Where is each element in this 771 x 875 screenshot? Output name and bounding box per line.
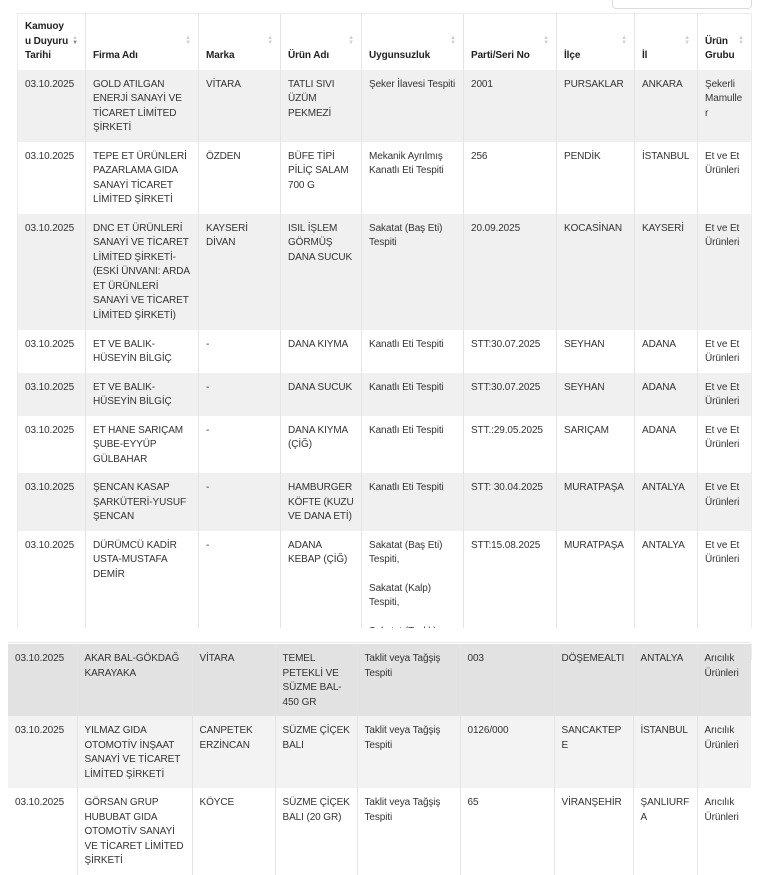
table-row — [18, 416, 752, 474]
cell-parti: 20.09.2025 — [464, 214, 557, 330]
cell-parti: STT.:29.05.2025 — [464, 416, 557, 474]
cell-ilce: DÖŞEMEALTI — [554, 644, 633, 716]
table-row — [18, 214, 752, 330]
col-header-firma[interactable]: Firma Adı ▲ ▼ — [86, 14, 199, 70]
cell-il: ANTALYA — [633, 644, 697, 716]
cell-tarih: 03.10.2025 — [8, 716, 77, 788]
cell-parti: STT:15.08.2025 — [464, 531, 557, 660]
cell-marka: KAYSERİ DİVAN — [199, 214, 281, 330]
cell-tarih: 03.10.2025 — [18, 142, 86, 214]
recall-table-continued — [8, 644, 751, 875]
cell-tarih: 03.10.2025 — [18, 531, 86, 660]
cell-parti: STT: 30.04.2025 — [464, 473, 557, 531]
table-row — [18, 473, 752, 531]
cell-firma: GOLD ATILGAN ENERJİ SANAYİ VE TİCARET LİMİTED ŞİRKETİ — [86, 70, 199, 142]
cell-urun: ISIL İŞLEM GÖRMÜŞ DANA SUCUK — [281, 214, 362, 330]
cell-uygunsuzluk: Taklit veya Tağşiş Tespiti — [357, 788, 460, 875]
cell-il: KAYSERİ — [635, 214, 698, 330]
cell-grup: Et ve Et Ürünleri — [698, 531, 752, 660]
cell-parti: 2001 — [464, 70, 557, 142]
cell-firma: ŞENCAN KASAP ŞARKÜTERİ-YUSUF ŞENCAN — [86, 473, 199, 531]
cell-tarih: 03.10.2025 — [18, 330, 86, 373]
cell-marka: ÖZDEN — [199, 142, 281, 214]
cell-marka: KÖYCE — [192, 788, 275, 875]
cell-urun: SÜZME ÇİÇEK BALI — [275, 716, 357, 788]
cell-il: ANTALYA — [635, 531, 698, 660]
cell-tarih: 03.10.2025 — [18, 416, 86, 474]
cell-il: ADANA — [635, 416, 698, 474]
cell-ilce: PENDİK — [557, 142, 635, 214]
cell-marka: - — [199, 531, 281, 660]
cell-grup: Et ve Et Ürünleri — [698, 373, 752, 416]
cell-marka: - — [199, 473, 281, 531]
sort-updown-icon[interactable]: ▲ ▼ — [738, 35, 744, 46]
table-row — [18, 373, 752, 416]
cell-firma: ET HANE SARIÇAM ŞUBE-EYYÜP GÜLBAHAR — [86, 416, 199, 474]
search-input[interactable] — [612, 0, 752, 9]
cell-tarih: 03.10.2025 — [18, 373, 86, 416]
cell-uygunsuzluk — [362, 373, 464, 416]
cell-firma: TEPE ET ÜRÜNLERİ PAZARLAMA GIDA SANAYİ TİCARET LİMİTED ŞİRKETİ — [86, 142, 199, 214]
cell-parti: STT:30.07.2025 — [464, 330, 557, 373]
cell-line: Mekanik Ayrılmış Kanatlı Eti Tespiti — [369, 150, 444, 176]
cell-marka: - — [199, 373, 281, 416]
cell-il: ADANA — [635, 373, 698, 416]
cell-uygunsuzluk — [362, 330, 464, 373]
cell-urun: TATLI SIVI ÜZÜM PEKMEZİ — [281, 70, 362, 142]
table-row — [18, 70, 752, 142]
col-header-il[interactable]: İl ▲ ▼ — [635, 14, 698, 70]
col-header-parti[interactable]: Parti/Seri No ▲ ▼ — [464, 14, 557, 70]
cell-urun: HAMBURGER KÖFTE (KUZU VE DANA ETİ) — [281, 473, 362, 531]
cell-grup: Et ve Et Ürünleri — [698, 214, 752, 330]
cell-ilce: SEYHAN — [557, 373, 635, 416]
cell-urun: DANA SUCUK — [281, 373, 362, 416]
col-header-ilce[interactable]: İlçe ▲ ▼ — [557, 14, 635, 70]
cell-ilce: MURATPAŞA — [557, 531, 635, 660]
cell-il: İSTANBUL — [635, 142, 698, 214]
cell-ilce: KOCASİNAN — [557, 214, 635, 330]
cell-urun: DANA KIYMA (ÇİĞ) — [281, 416, 362, 474]
cell-parti: STT:30.07.2025 — [464, 373, 557, 416]
cell-uygunsuzluk — [362, 214, 464, 330]
cell-firma: ET VE BALIK-HÜSEYİN BİLGİÇ — [86, 330, 199, 373]
cell-grup: Et ve Et Ürünleri — [698, 330, 752, 373]
cell-ilce: VİRANŞEHİR — [554, 788, 633, 875]
cell-grup: Arıcılık Ürünleri — [697, 716, 751, 788]
cell-parti: 003 — [460, 644, 554, 716]
cell-parti: 0126/000 — [460, 716, 554, 788]
cell-line: Sakatat (Kalp) Tespiti, — [369, 582, 431, 608]
cell-firma: DNC ET ÜRÜNLERİ SANAYİ VE TİCARET LİMİTED ŞİRKETİ-(ESKİ ÜNVANI: ARDA ET ÜRÜNLERİ SANAYİ VE TİCARET LİMİTED ŞİRKETİ) — [86, 214, 199, 330]
cell-line: Kanatlı Eti Tespiti — [369, 381, 444, 393]
cell-il: ADANA — [635, 330, 698, 373]
divider — [8, 642, 751, 643]
table-header-row — [18, 14, 752, 70]
cell-marka: - — [199, 330, 281, 373]
cell-tarih: 03.10.2025 — [8, 644, 77, 716]
cell-il: İSTANBUL — [633, 716, 697, 788]
cell-urun: BÜFE TİPİ PİLİÇ SALAM 700 G — [281, 142, 362, 214]
col-header-grup[interactable]: Ürün Grubu ▲ ▼ — [698, 14, 752, 70]
cell-grup: Et ve Et Ürünleri — [698, 142, 752, 214]
cell-line: Kanatlı Eti Tespiti — [369, 424, 444, 436]
cell-firma: YILMAZ GIDA OTOMOTİV İNŞAAT SANAYİ VE TİCARET LİMİTED ŞİRKETİ — [77, 716, 192, 788]
cell-grup: Et ve Et Ürünleri — [698, 473, 752, 531]
sort-updown-icon[interactable]: ▲ ▼ — [684, 35, 690, 46]
cell-grup: Et ve Et Ürünleri — [698, 416, 752, 474]
cell-urun: TEMEL PETEKLİ VE SÜZME BAL-450 GR — [275, 644, 357, 716]
cell-tarih: 03.10.2025 — [18, 473, 86, 531]
cell-uygunsuzluk — [362, 473, 464, 531]
table-row — [8, 716, 751, 788]
cell-firma: DÜRÜMCÜ KADİR USTA-MUSTAFA DEMİR — [86, 531, 199, 660]
col-header-uygunsuzluk[interactable]: Uygunsuzluk ▲ ▼ — [362, 14, 464, 70]
cell-marka: VİTARA — [192, 644, 275, 716]
cell-firma: ET VE BALIK-HÜSEYİN BİLGİÇ — [86, 373, 199, 416]
col-header-tarih[interactable]: Kamuoyu Duyuru Tarihi ▲ ▼ — [18, 14, 86, 70]
cell-ilce: SANCAKTEPE — [554, 716, 633, 788]
cell-parti: 256 — [464, 142, 557, 214]
sort-updown-icon[interactable]: ▲ ▼ — [450, 35, 456, 46]
cell-uygunsuzluk — [362, 416, 464, 474]
cell-il: ŞANLIURFA — [633, 788, 697, 875]
cell-ilce: MURATPAŞA — [557, 473, 635, 531]
sort-desc-icon[interactable]: ▲ ▼ — [72, 35, 78, 46]
table-row — [8, 788, 751, 875]
sort-updown-icon[interactable]: ▲ ▼ — [543, 35, 549, 46]
cell-tarih: 03.10.2025 — [18, 214, 86, 330]
cell-line: Sakatat (Baş Eti) Tespiti, — [369, 539, 443, 565]
cell-uygunsuzluk — [362, 142, 464, 214]
cell-marka: - — [199, 416, 281, 474]
cell-il: ANKARA — [635, 70, 698, 142]
cell-ilce: PURSAKLAR — [557, 70, 635, 142]
cell-grup: Arıcılık Ürünleri — [697, 644, 751, 716]
cell-line: Şeker İlavesi Tespiti — [369, 78, 456, 90]
sort-updown-icon[interactable]: ▲ ▼ — [348, 35, 354, 46]
table-row — [8, 644, 751, 716]
table-row — [18, 142, 752, 214]
cell-urun: SÜZME ÇİÇEK BALI (20 GR) — [275, 788, 357, 875]
cell-line: Sakatat (Baş Eti) Tespiti — [369, 222, 443, 248]
sort-updown-icon[interactable]: ▲ ▼ — [267, 35, 273, 46]
cell-ilce: SEYHAN — [557, 330, 635, 373]
col-header-urun[interactable]: Ürün Adı ▲ ▼ — [281, 14, 362, 70]
cell-marka: CANPETEK ERZİNCAN — [192, 716, 275, 788]
cell-line: Kanatlı Eti Tespiti — [369, 482, 444, 493]
recall-table — [17, 13, 752, 660]
table-row — [18, 330, 752, 373]
cell-firma: AKAR BAL-GÖKDAĞ KARAYAKA — [77, 644, 192, 716]
cell-ilce: SARIÇAM — [557, 416, 635, 474]
cell-line: Kanatlı Eti Tespiti — [369, 338, 444, 350]
sort-updown-icon[interactable]: ▲ ▼ — [621, 35, 627, 46]
sort-updown-icon[interactable]: ▲ ▼ — [185, 35, 191, 46]
cell-tarih: 03.10.2025 — [8, 788, 77, 875]
cell-grup: Arıcılık Ürünleri — [697, 788, 751, 875]
cell-grup: Şekerli Mamuller — [698, 70, 752, 142]
cell-firma: GÖRSAN GRUP HUBUBAT GIDA OTOMOTİV SANAYİ VE TİCARET LİMİTED ŞİRKETİ — [77, 788, 192, 875]
cell-parti: 65 — [460, 788, 554, 875]
cell-il: ANTALYA — [635, 473, 698, 531]
cell-urun: DANA KIYMA — [281, 330, 362, 373]
col-header-marka[interactable]: Marka ▲ ▼ — [199, 14, 281, 70]
cell-marka: VİTARA — [199, 70, 281, 142]
cell-uygunsuzluk: Taklit veya Tağşiş Tespiti — [357, 716, 460, 788]
cell-urun: ADANA KEBAP (ÇİĞ) — [281, 531, 362, 660]
cell-tarih: 03.10.2025 — [18, 70, 86, 142]
cell-uygunsuzluk — [362, 70, 464, 142]
cell-uygunsuzluk: Taklit veya Tağşiş Tespiti — [357, 644, 460, 716]
